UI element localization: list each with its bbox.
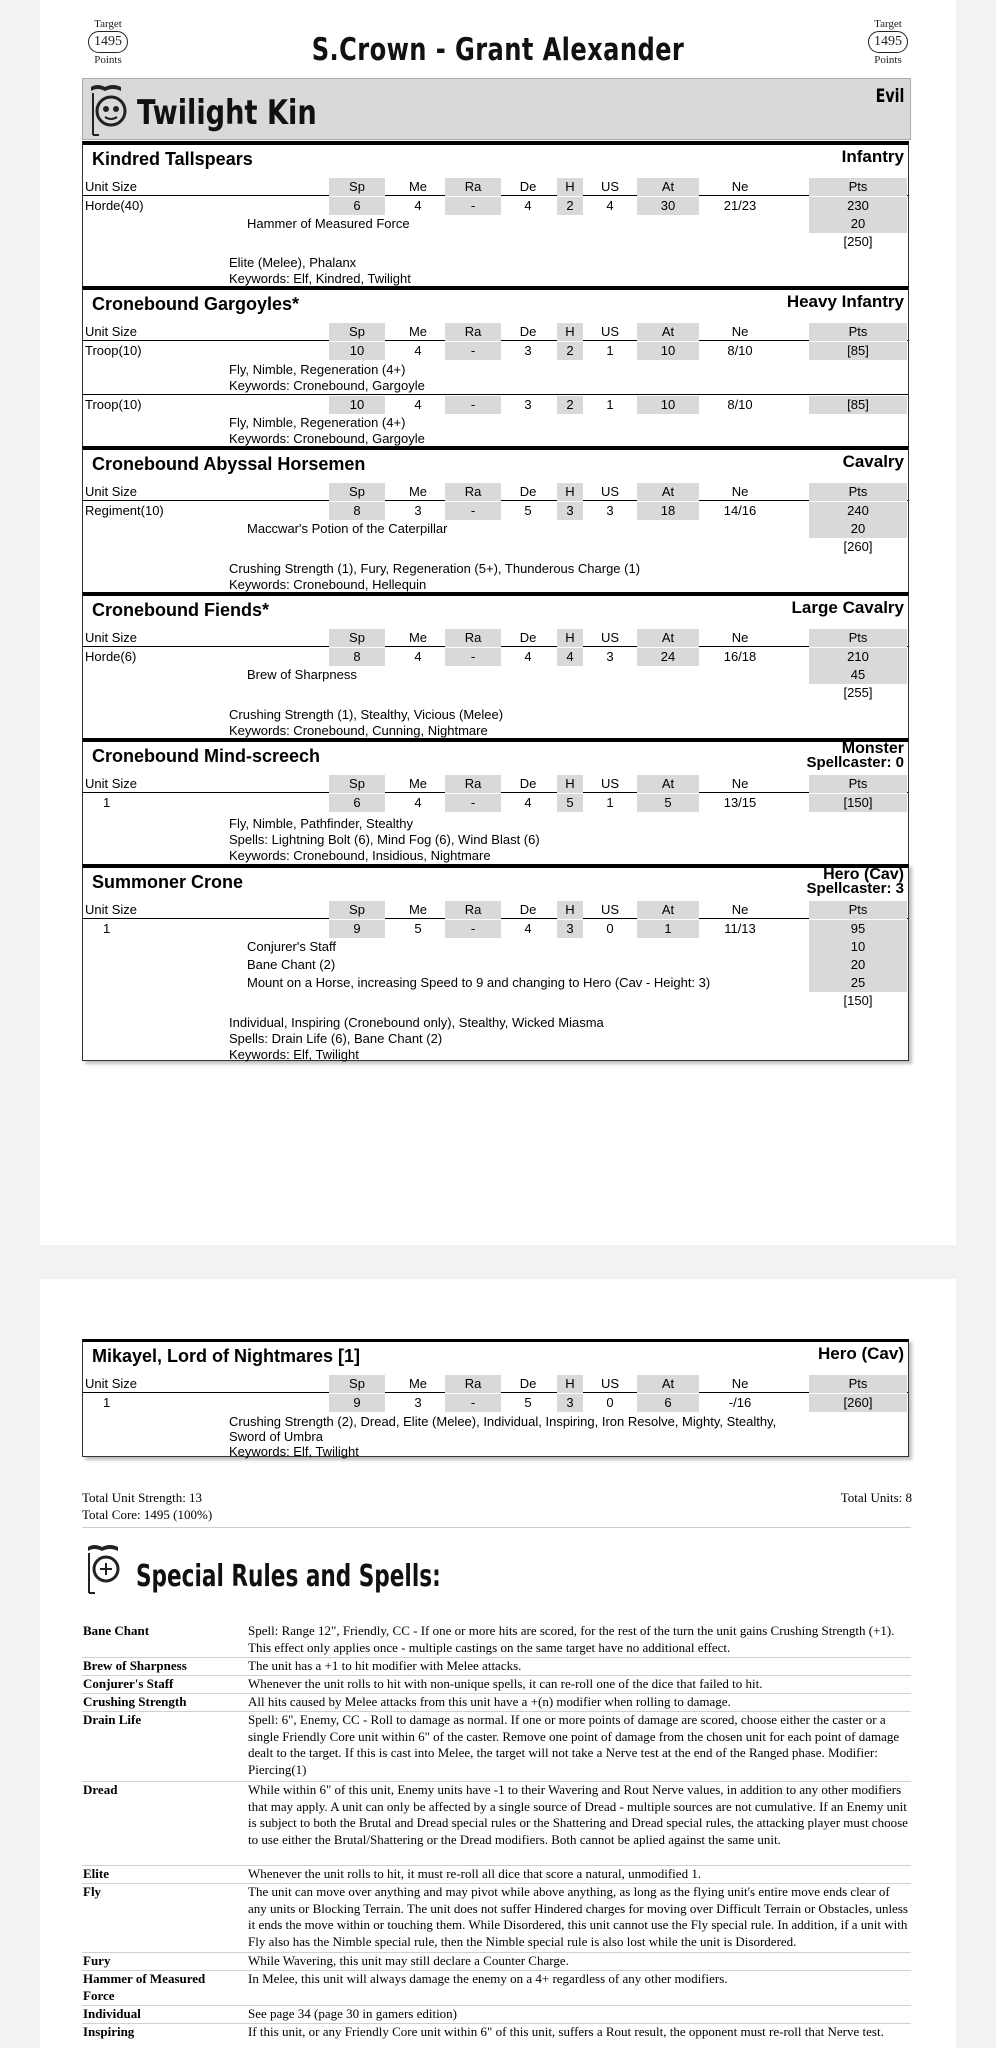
unit-block: [82, 738, 909, 864]
unit-type: Cavalry: [842, 452, 904, 471]
stat-us: 1: [606, 343, 614, 358]
unit-type: Heavy Infantry: [786, 292, 904, 311]
unit-name: Cronebound Mind-screech: [92, 746, 321, 766]
stat-pts: 240: [809, 502, 907, 520]
stat-sp: 9: [329, 1394, 385, 1412]
header-sp: Sp: [329, 178, 385, 196]
stat-at: 6: [637, 1394, 699, 1412]
stat-sp: 8: [329, 648, 385, 666]
stat-me: 4: [414, 649, 422, 664]
roster-page-1: [40, 0, 956, 1245]
header-h: H: [557, 775, 583, 793]
stat-sp: 6: [329, 197, 385, 215]
unit-keywords: Keywords: Cronebound, Gargoyle: [229, 378, 425, 393]
header-me: Me: [408, 179, 428, 194]
header-ne: Ne: [731, 179, 749, 194]
stat-ra: -: [445, 648, 501, 666]
stat-sp: 8: [329, 502, 385, 520]
stat-me: 5: [414, 921, 422, 936]
divider: [82, 1527, 911, 1528]
stat-ne: 11/13: [724, 921, 756, 936]
header-us: US: [600, 484, 620, 499]
stat-us: 3: [606, 503, 614, 518]
stat-pts: 95: [809, 920, 907, 938]
target-points-value: 1495: [88, 31, 128, 53]
unit-block: [82, 864, 909, 1061]
upgrade-pts: 20: [809, 520, 907, 538]
total-unit-strength: Total Unit Strength: 13: [82, 1490, 203, 1505]
rule-text: The unit can move over anything and may pivot while above anything, as long as the flying unit's entire move ends clear of any units or Blocking Terrain. The unit does not suffer Hindered charges for moving over Difficult Terrain or Obstacles, unless it ends the move within or touching them. While Disordered, this unit cannot use the Fly special rule. In addition, if a unit with Fly also has the Nimble special rule, then the Nimble special rule is also lost while the unit is Disordered.: [248, 1884, 908, 1949]
stat-sp: 6: [329, 794, 385, 812]
stat-sp: 10: [329, 342, 385, 360]
stat-h: 4: [557, 648, 583, 666]
stat-us: 3: [606, 649, 614, 664]
header-ne: Ne: [731, 630, 749, 645]
stat-ne: 13/15: [723, 795, 757, 810]
upgrade-pts: 20: [809, 956, 907, 974]
header-de: De: [519, 484, 537, 499]
header-h: H: [557, 629, 583, 647]
unit-size: Troop(10): [85, 397, 142, 412]
rule-row: [82, 1658, 911, 1676]
header-ra: Ra: [445, 178, 501, 196]
stat-pts: [150]: [809, 794, 907, 812]
target-points-value: 1495: [868, 31, 908, 53]
header-unit-size: Unit Size: [85, 630, 138, 645]
header-h: H: [557, 1375, 583, 1393]
header-ra: Ra: [445, 483, 501, 501]
unit-keywords: Keywords: Cronebound, Insidious, Nightmare: [229, 848, 491, 863]
upgrade-name: Brew of Sharpness: [247, 667, 357, 682]
unit-block: [82, 1339, 909, 1457]
unit-special-rules: Elite (Melee), Phalanx: [229, 255, 357, 270]
unit-size: Troop(10): [85, 343, 142, 358]
stat-at: 30: [637, 197, 699, 215]
rule-text: While Wavering, this unit may still declare a Counter Charge.: [248, 1953, 569, 1968]
header-sp: Sp: [329, 483, 385, 501]
stat-ne: 8/10: [727, 397, 753, 412]
rule-row: [82, 1866, 911, 1884]
header-unit-size: Unit Size: [85, 776, 138, 791]
player-name: S.Crown - Grant Alexander: [311, 32, 685, 68]
upgrade-pts: 10: [809, 938, 907, 956]
rule-row: [82, 2006, 911, 2024]
unit-size: 1: [103, 1395, 111, 1410]
stat-de: 4: [524, 198, 532, 213]
header-ne: Ne: [731, 776, 749, 791]
header-me: Me: [408, 1376, 428, 1391]
rule-text: All hits caused by Melee attacks from this unit have a +(n) modifier when rolling to damage.: [248, 1694, 731, 1709]
unit-total-pts: [255]: [843, 685, 873, 700]
stat-h: 3: [557, 502, 583, 520]
upgrade-name: Mount on a Horse, increasing Speed to 9 and changing to Hero (Cav - Height: 3): [247, 975, 711, 990]
header-de: De: [519, 630, 537, 645]
rule-row: [82, 1953, 911, 1971]
stat-h: 2: [557, 396, 583, 414]
rule-name: Crushing Strength: [83, 1694, 187, 1709]
totals-left: [82, 1489, 212, 1523]
header-ra: Ra: [445, 323, 501, 341]
stat-de: 5: [524, 503, 532, 518]
stat-me: 4: [414, 795, 422, 810]
stat-at: 5: [637, 794, 699, 812]
unit-total-pts: [260]: [843, 539, 873, 554]
header-unit-size: Unit Size: [85, 902, 138, 917]
unit-name: Cronebound Gargoyles*: [92, 294, 300, 314]
unit-keywords: Keywords: Cronebound, Cunning, Nightmare: [229, 723, 488, 738]
stat-us: 1: [606, 397, 614, 412]
rule-text: Spell: 6", Enemy, CC - Roll to damage as normal. If one or more points of damage are scored, choose either the caster or a single Friendly Core unit within 6" of the caster. Remove one point of damage from the chosen unit for each point of damage dealt to the target. If this is cast into Melee, the target will not take a Nerve test at the end of the Ranged phase. Modifier: Piercing(1): [248, 1712, 900, 1777]
header-unit-size: Unit Size: [85, 324, 138, 339]
stat-row: [83, 920, 908, 938]
stat-us: 0: [606, 921, 614, 936]
header-pts: Pts: [809, 775, 907, 793]
stat-me: 4: [414, 343, 422, 358]
header-pts: Pts: [809, 178, 907, 196]
unit-size: Horde(6): [85, 649, 137, 664]
header-h: H: [557, 901, 583, 919]
stat-header-row: [83, 1375, 908, 1393]
header-sp: Sp: [329, 323, 385, 341]
stat-ne: 14/16: [723, 503, 757, 518]
header-us: US: [600, 630, 620, 645]
stat-header-row: [83, 483, 908, 501]
header-sp: Sp: [329, 775, 385, 793]
header-at: At: [637, 901, 699, 919]
unit-name: Cronebound Fiends*: [92, 600, 269, 620]
stat-de: 4: [524, 795, 532, 810]
stat-ra: -: [445, 502, 501, 520]
unit-type: [806, 742, 904, 770]
unit-size: 1: [103, 921, 111, 936]
header-de: De: [519, 324, 537, 339]
rule-row: [82, 1971, 911, 2006]
army-name: Twilight Kin: [137, 93, 317, 133]
unit-type: Infantry: [841, 147, 904, 166]
stat-us: 4: [606, 198, 614, 213]
stat-header-row: [83, 323, 908, 341]
header-me: Me: [408, 630, 428, 645]
rule-text: The unit has a +1 to hit modifier with Melee attacks.: [248, 1658, 522, 1673]
rule-name: Brew of Sharpness: [83, 1658, 187, 1673]
upgrade-pts: 20: [809, 215, 907, 233]
spellcaster-level: Spellcaster: 0: [806, 754, 904, 771]
header-us: US: [600, 1376, 620, 1391]
header-pts: Pts: [809, 323, 907, 341]
stat-me: 3: [414, 503, 422, 518]
unit-special-rules: Fly, Nimble, Pathfinder, Stealthy: [229, 816, 414, 831]
unit-type-label: Monster: [841, 740, 904, 757]
header-ne: Ne: [731, 902, 749, 917]
stat-header-row: [83, 178, 908, 196]
header-at: At: [637, 483, 699, 501]
stat-de: 3: [524, 343, 532, 358]
unit-spells: Spells: Lightning Bolt (6), Mind Fog (6), Wind Blast (6): [229, 832, 540, 847]
unit-spells: Spells: Drain Life (6), Bane Chant (2): [229, 1031, 443, 1046]
rule-text: In Melee, this unit will always damage the enemy on a 4+ regardless of any other modifiers.: [248, 1971, 728, 1986]
scroll-crest-icon: [84, 1541, 130, 1597]
unit-block: [82, 592, 909, 738]
stat-ra: -: [445, 197, 501, 215]
header-at: At: [637, 775, 699, 793]
rule-text: Whenever the unit rolls to hit, it must re-roll all dice that score a natural, unmodified 1.: [248, 1866, 702, 1881]
unit-special-rules: Fly, Nimble, Regeneration (4+): [229, 415, 406, 430]
army-header: [82, 78, 911, 140]
header-at: At: [637, 178, 699, 196]
upgrade-name: Conjurer's Staff: [247, 939, 336, 954]
header-h: H: [557, 483, 583, 501]
stat-pts: [85]: [809, 342, 907, 360]
rule-text: While within 6" of this unit, Enemy units have -1 to their Wavering and Rout Nerve values, in addition to any other modifiers that may apply. A unit can only be affected by a single source of Dread - multiple sources are not cumulative. If an Enemy unit is subject to both the Brutal and Dread special rules or the Shattering and Dread special rules, the attacking player must choose to use either the Brutal/Shattering or the Dread modifiers. Both cannot be aplied against the same unit.: [248, 1782, 908, 1847]
header-de: De: [519, 179, 537, 194]
header-unit-size: Unit Size: [85, 484, 138, 499]
header-us: US: [600, 179, 620, 194]
rule-row: [82, 1782, 911, 1866]
spellcaster-level: Spellcaster: 3: [806, 880, 904, 897]
rule-row: [82, 1676, 911, 1694]
stat-de: 5: [524, 1395, 532, 1410]
rule-name: Elite: [83, 1866, 109, 1881]
header-us: US: [600, 776, 620, 791]
stat-h: 2: [557, 342, 583, 360]
stat-at: 10: [637, 342, 699, 360]
unit-name: Kindred Tallspears: [92, 149, 253, 169]
target-caption: Target: [94, 18, 122, 30]
stat-sp: 10: [329, 396, 385, 414]
header-ra: Ra: [445, 1375, 501, 1393]
upgrade-pts: 25: [809, 974, 907, 992]
header-h: H: [557, 323, 583, 341]
unit-size: 1: [103, 795, 111, 810]
stat-row: [83, 794, 908, 812]
stat-at: 24: [637, 648, 699, 666]
skull-crest-icon: [87, 81, 137, 139]
header-us: US: [600, 902, 620, 917]
header-ra: Ra: [445, 901, 501, 919]
stat-header-row: [83, 901, 908, 919]
upgrade-name: Bane Chant (2): [247, 957, 336, 972]
stat-ra: -: [445, 920, 501, 938]
header-pts: Pts: [809, 629, 907, 647]
header-ne: Ne: [731, 484, 749, 499]
roster-page-2: [40, 1279, 956, 2048]
stat-ne: 16/18: [723, 649, 757, 664]
stat-h: 3: [557, 1394, 583, 1412]
header-at: At: [637, 629, 699, 647]
header-sp: Sp: [329, 629, 385, 647]
rule-row: [82, 1884, 911, 1953]
header-me: Me: [408, 776, 428, 791]
stat-pts: 230: [809, 197, 907, 215]
rule-text: If this unit, or any Friendly Core unit within 6" of this unit, suffers a Rout result, the opponent must re-roll that Nerve test.: [248, 2024, 884, 2039]
unit-type-label: Hero (Cav): [823, 866, 904, 883]
stat-de: 3: [524, 397, 532, 412]
stat-h: 2: [557, 197, 583, 215]
stat-row: [83, 502, 908, 520]
rule-row: [82, 1694, 911, 1712]
unit-special-rules: Crushing Strength (2), Dread, Elite (Melee), Individual, Inspiring, Iron Resolve, Mighty, Stealthy,: [229, 1414, 777, 1429]
upgrade-pts: 45: [809, 666, 907, 684]
points-caption: Points: [94, 54, 122, 66]
unit-size: Horde(40): [85, 198, 144, 213]
unit-keywords: Keywords: Elf, Twilight: [229, 1047, 359, 1062]
unit-keywords: Keywords: Cronebound, Hellequin: [229, 577, 427, 592]
header-at: At: [637, 1375, 699, 1393]
stat-ne: 8/10: [727, 343, 753, 358]
stat-at: 10: [637, 396, 699, 414]
upgrade-name: Hammer of Measured Force: [247, 216, 410, 231]
stat-pts: [260]: [809, 1394, 907, 1412]
unit-special-rules: Fly, Nimble, Regeneration (4+): [229, 362, 406, 377]
stat-ra: -: [445, 396, 501, 414]
header-ra: Ra: [445, 775, 501, 793]
header-at: At: [637, 323, 699, 341]
header-us: US: [600, 324, 620, 339]
header-ne: Ne: [731, 324, 749, 339]
header-de: De: [519, 1376, 537, 1391]
unit-name: Cronebound Abyssal Horsemen: [92, 454, 366, 474]
header-me: Me: [408, 902, 428, 917]
stat-row: [83, 197, 908, 215]
stat-ra: -: [445, 342, 501, 360]
rule-name: Individual: [83, 2006, 141, 2021]
header-de: De: [519, 902, 537, 917]
header-de: De: [519, 776, 537, 791]
stat-me: 3: [414, 1395, 422, 1410]
stat-us: 1: [606, 795, 614, 810]
rule-name: Hammer of Measured Force: [83, 1971, 206, 2003]
unit-type: [806, 868, 904, 896]
header-ra: Ra: [445, 629, 501, 647]
unit-type: Large Cavalry: [791, 598, 904, 617]
stat-ra: -: [445, 1394, 501, 1412]
target-points-right: [864, 18, 912, 66]
rule-name: Inspiring: [83, 2024, 135, 2039]
unit-type: Hero (Cav): [818, 1344, 904, 1363]
points-caption: Points: [874, 54, 902, 66]
stat-ne: -/16: [728, 1395, 752, 1410]
rule-row: [82, 1623, 911, 1658]
unit-total-pts: [150]: [843, 993, 873, 1008]
stat-pts: 210: [809, 648, 907, 666]
special-rules-title: Special Rules and Spells:: [136, 1559, 441, 1594]
unit-name: Summoner Crone: [92, 872, 244, 892]
stat-h: 3: [557, 920, 583, 938]
stat-de: 4: [524, 649, 532, 664]
rule-name: Fly: [83, 1884, 102, 1899]
stat-header-row: [83, 775, 908, 793]
stat-h: 5: [557, 794, 583, 812]
rule-row: [82, 2024, 911, 2042]
stat-at: 1: [637, 920, 699, 938]
rule-name: Drain Life: [83, 1712, 142, 1727]
rule-name: Conjurer's Staff: [83, 1676, 174, 1691]
stat-sp: 9: [329, 920, 385, 938]
header-unit-size: Unit Size: [85, 1376, 138, 1391]
stat-ra: -: [445, 794, 501, 812]
total-core: Total Core: 1495 (100%): [82, 1507, 213, 1522]
stat-row: [83, 1394, 908, 1412]
army-alignment: Evil: [875, 85, 904, 107]
stat-me: 4: [414, 198, 422, 213]
header-unit-size: Unit Size: [85, 179, 138, 194]
unit-name: Mikayel, Lord of Nightmares [1]: [92, 1346, 361, 1366]
rule-name: Dread: [83, 1782, 118, 1797]
unit-special-rules: Crushing Strength (1), Fury, Regeneration (5+), Thunderous Charge (1): [229, 561, 641, 576]
header-ne: Ne: [731, 1376, 749, 1391]
unit-special-rules: Crushing Strength (1), Stealthy, Vicious (Melee): [229, 707, 504, 722]
unit-keywords: Keywords: Elf, Kindred, Twilight: [229, 271, 411, 286]
row-divider: [83, 394, 908, 395]
target-points-left: [84, 18, 132, 66]
unit-total-pts: [250]: [843, 234, 873, 249]
rule-name: Bane Chant: [83, 1623, 150, 1638]
stat-me: 4: [414, 397, 422, 412]
stat-at: 18: [637, 502, 699, 520]
unit-block: [82, 446, 909, 592]
header-pts: Pts: [809, 1375, 907, 1393]
rule-text: Whenever the unit rolls to hit with non-unique spells, it can re-roll one of the dice that failed to hit.: [248, 1676, 763, 1691]
unit-block: [82, 286, 909, 446]
stat-header-row: [83, 629, 908, 647]
upgrade-name: Maccwar's Potion of the Caterpillar: [247, 521, 448, 536]
unit-size: Regiment(10): [85, 503, 164, 518]
header-h: H: [557, 178, 583, 196]
rule-row: [82, 1712, 911, 1782]
stat-pts: [85]: [809, 396, 907, 414]
header-pts: Pts: [809, 901, 907, 919]
rule-text: See page 34 (page 30 in gamers edition): [248, 2006, 458, 2021]
total-units: Total Units: 8: [840, 1490, 912, 1505]
stat-row: [83, 648, 908, 666]
header-me: Me: [408, 324, 428, 339]
unit-special-rules: Individual, Inspiring (Cronebound only), Stealthy, Wicked Miasma: [229, 1015, 604, 1030]
header-pts: Pts: [809, 483, 907, 501]
header-sp: Sp: [329, 901, 385, 919]
unit-special-rules-cont: Sword of Umbra: [229, 1429, 323, 1444]
stat-row: [83, 342, 908, 360]
stat-row: [83, 396, 908, 414]
target-caption: Target: [874, 18, 902, 30]
stat-ne: 21/23: [723, 198, 757, 213]
unit-keywords: Keywords: Cronebound, Gargoyle: [229, 431, 425, 446]
unit-block: [82, 141, 909, 286]
unit-keywords: Keywords: Elf, Twilight: [229, 1444, 359, 1459]
header-me: Me: [408, 484, 428, 499]
stat-us: 0: [606, 1395, 614, 1410]
rule-text: Spell: Range 12", Friendly, CC - If one or more hits are scored, for the rest of the turn the unit gains Crushing Strength (+1). This effect only applies once - multiple castings on the same target have no additional effect.: [248, 1623, 895, 1655]
stat-de: 4: [524, 921, 532, 936]
rule-name: Fury: [83, 1953, 111, 1968]
header-sp: Sp: [329, 1375, 385, 1393]
